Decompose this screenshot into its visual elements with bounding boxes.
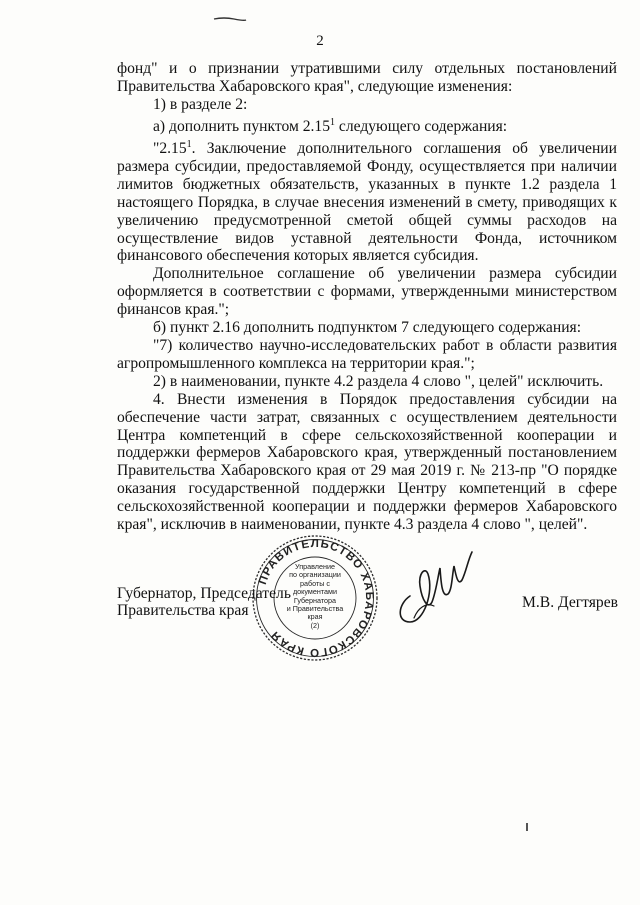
paragraph-clause-2-16: б) пункт 2.16 дополнить подпунктом 7 следующего содержания: (153, 319, 582, 337)
paragraph-add-clause: а) дополнить пунктом 2.15$^1$ следующего содержания: (153, 116, 508, 135)
scan-mark (526, 823, 528, 831)
top-dash-mark (210, 14, 250, 24)
signatory-title (117, 585, 291, 619)
seal-office-text: Управление по организации работы с документами Губернатора и Правительства края (2) (286, 562, 344, 630)
signatory-title-line-1: Губернатор, Председатель (117, 585, 291, 602)
document-body (117, 60, 617, 534)
page-number: 2 (316, 33, 324, 49)
paragraph-section-2: 1) в разделе 2: (153, 95, 248, 113)
paragraph-subclause-7: "7) количество научно-исследовательских работ в области развития агропромышленного комплекса на территории края."; (117, 336, 617, 372)
paragraph-continuation: фонд" и о признании утратившими силу отдельных постановлений Правительства Хабаровского края", следующие изменения: (117, 60, 617, 95)
paragraph-additional-agreement: Дополнительное соглашение об увеличении размера субсидии оформляется в соответствии с формами, утвержденными министерством финансов края."; (117, 265, 617, 319)
paragraph-section-4-change: 2) в наименовании, пункте 4.2 раздела 4 слово ", целей" исключить. (153, 372, 604, 390)
signatory-name: М.В. Дегтярев (522, 594, 618, 611)
signatory-title-line-2: Правительства края (117, 602, 249, 619)
handwritten-signature (388, 546, 482, 630)
paragraph-clause-2-15-1: "2.15$^1$. Заключение дополнительного соглашения об увеличении размера субсидии, предоставляемой Фонду, осуществляется при наличии лимитов бюджетных обязательств, указанных в пункте 1.2 раздела 1 настоящего Порядка, в случае внесения изменений в смету, приводящих к увеличению предусмотренной сметой общей суммы расходов на осуществление видов уставной деятельности Фонда, источником финансового обеспечения которых является субсидия. (117, 138, 617, 265)
svg-text:ПРАВИТЕЛЬСТВО ХАБАРОВСКОГО КРА: ПРАВИТЕЛЬСТВО ХАБАРОВСКОГО КРАЯ (256, 537, 376, 659)
paragraph-item-4: 4. Внести изменения в Порядок предоставления субсидии на обеспечение части затрат, связанных с осуществлением деятельности Центра компетенций в сфере сельскохозяйственной кооперации и поддержки фермеров Хабаровского края, утвержденный постановлением Правительства Хабаровского края от 29 мая 2019 г. № 213-пр "О порядке оказания государственной поддержки Центру компетенций в сфере сельскохозяйственной кооперации и поддержки фермеров Хабаровского края", исключив в наименовании, пункте 4.3 раздела 4 слово ", целей". (117, 390, 617, 534)
